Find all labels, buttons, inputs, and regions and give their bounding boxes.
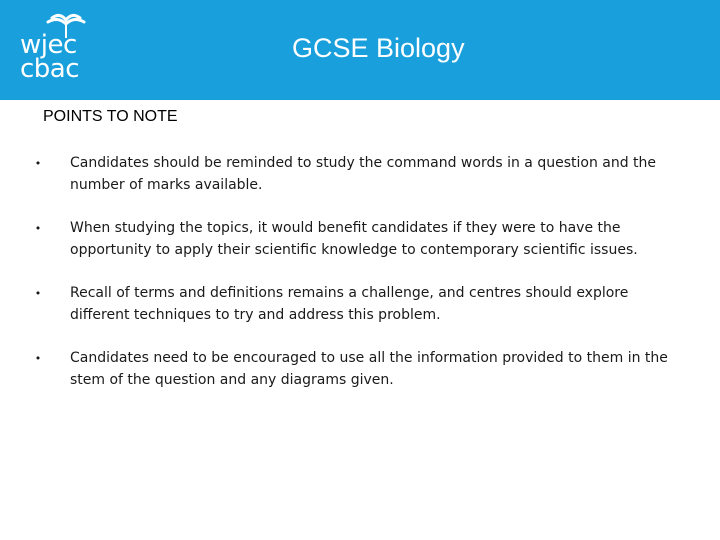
list-item-text: Candidates need to be encouraged to use all the information provided to them in the stem of the question and any diagrams given. <box>70 350 668 388</box>
bullet-marker: • <box>34 222 42 235</box>
wjec-cbac-logo <box>18 12 88 84</box>
bullet-marker: • <box>34 287 42 300</box>
logo-wordmark <box>20 30 80 84</box>
list-item-text: Recall of terms and definitions remains a challenge, and centres should explore different techniques to try and address this problem. <box>70 285 629 323</box>
list-item <box>28 283 668 326</box>
list-item <box>28 348 668 391</box>
list-item-text: Candidates should be reminded to study the command words in a question and the number of marks available. <box>70 155 657 193</box>
list-item-text: When studying the topics, it would benefit candidates if they were to have the opportunity to apply their scientific knowledge to contemporary scientific issues. <box>70 220 638 258</box>
list-item <box>28 218 668 261</box>
header-bar <box>0 0 720 100</box>
page-title: GCSE Biology <box>292 33 465 63</box>
logo-line-cbac: cbac <box>20 54 80 84</box>
bullet-list <box>28 153 668 413</box>
logo-line-wjec: wjec <box>20 30 77 60</box>
section-heading: POINTS TO NOTE <box>43 108 178 125</box>
bullet-marker: • <box>34 352 42 365</box>
bullet-marker: • <box>34 157 42 170</box>
list-item <box>28 153 668 196</box>
